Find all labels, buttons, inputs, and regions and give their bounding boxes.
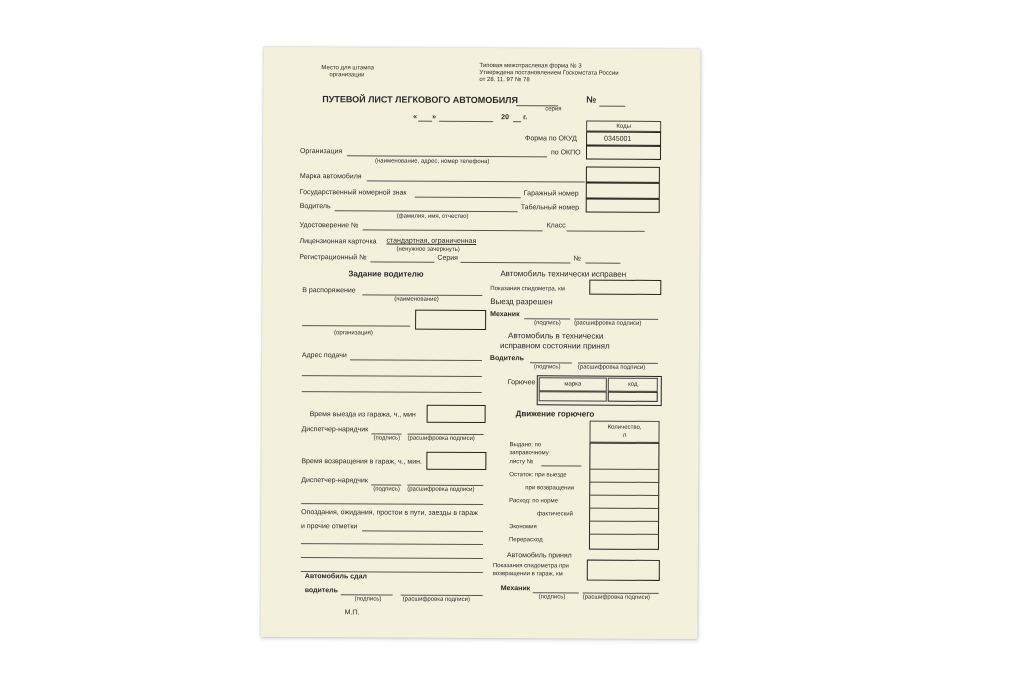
organization-hint: (наименование, адрес, номер телефона) (374, 158, 490, 166)
reg-no-label: Регистрационный № (299, 254, 367, 262)
reg-no-line[interactable] (370, 261, 434, 262)
tab-no-code-box[interactable] (586, 199, 660, 213)
qty-row-divider-1 (589, 469, 659, 470)
dispatcher-label-2: Диспетчер-нарядчик (301, 477, 368, 485)
address-line-1[interactable] (350, 359, 482, 361)
remain-departure-label: Остаток: при выезде (509, 472, 567, 479)
return-time-box[interactable] (426, 452, 486, 470)
approved-label: Утверждена постановлением Госкомстата России (479, 69, 619, 77)
accept-driver-decode-hint: (расшифровка подписи) (577, 364, 646, 371)
organization-label: Организация (299, 148, 343, 156)
dispatcher-sign-hint-1: (подпись) (373, 435, 401, 442)
org-line[interactable] (302, 325, 410, 327)
disposal-name-hint: (наименование) (394, 296, 439, 303)
date-month-line[interactable] (439, 121, 493, 122)
driver-label: Водитель (299, 203, 331, 211)
odometer-label: Показания спидометра, км (490, 286, 565, 293)
disposal-label: В распоряжение (302, 287, 356, 295)
date-year-prefix: 20 (501, 114, 509, 122)
okpo-code-cell[interactable] (586, 146, 661, 160)
handed-sign-hint: (подпись) (354, 596, 382, 603)
issued-label-2: заправочному (509, 450, 549, 457)
reg-number-line[interactable] (585, 263, 620, 264)
handed-driver-sign-line[interactable] (341, 594, 393, 595)
dispatcher-sign-hint-2: (подпись) (373, 486, 400, 493)
car-accepted-line1: Автомобиль в технически (508, 331, 604, 341)
approved-date-label: от 28. 11. 97 № 78 (479, 76, 530, 84)
mechanic2-label: Механик (500, 585, 531, 593)
reg-series-line[interactable] (460, 262, 570, 264)
fuel-quantity-column (589, 443, 660, 550)
reg-series-label: Серия (437, 254, 459, 262)
address-line-3[interactable] (302, 391, 482, 393)
mechanic2-sign-hint: (подпись) (538, 594, 566, 601)
dispatcher-sign-line-2[interactable] (371, 484, 401, 485)
fuel-code-header: код (628, 381, 638, 388)
class-line[interactable] (567, 230, 645, 231)
notes-line-3[interactable] (301, 543, 483, 545)
notes-line-4[interactable] (301, 557, 483, 559)
odo-return-label-2: возвращении в гараж, км (492, 571, 563, 578)
car-brand-label: Марка автомобиля (299, 173, 362, 181)
qty-row-divider-3 (589, 495, 659, 496)
fuel-code-value[interactable] (608, 392, 658, 402)
license-card-label: Лицензионная карточка (299, 238, 377, 246)
quantity-header-cell (589, 421, 659, 443)
qty-row-divider-4 (589, 508, 659, 509)
quantity-header-2: л (622, 432, 627, 439)
usage-norm-label: Расход: по норме (509, 498, 559, 505)
okud-label: Форма по ОКУД (525, 135, 577, 143)
issued-label-3: листу № (509, 459, 534, 466)
departure-time-box[interactable] (427, 405, 486, 423)
accept-driver-sign-hint: (подпись) (533, 364, 561, 371)
qty-row-divider-6 (589, 534, 659, 535)
reg-number-sign: № (573, 255, 581, 263)
stamp-place-label: Место для штампа (321, 65, 374, 72)
number-sign: № (586, 94, 597, 105)
driver-line[interactable] (335, 210, 518, 212)
fuel-brand-cell (539, 377, 607, 391)
mechanic-label: Механик (490, 311, 520, 319)
delays-label: Опоздания, ожидания, простои в пути, заезды в гараж (301, 509, 478, 517)
dispatcher-decode-hint-1: (расшифровка подписи) (407, 435, 475, 442)
issued-sheet-line[interactable] (541, 465, 581, 466)
usage-fact-label: фактический (537, 511, 573, 518)
plate-label: Государственный номерной знак (299, 189, 407, 197)
notes-line-2[interactable] (362, 530, 483, 532)
car-handed-label: Автомобиль сдал (304, 573, 367, 581)
mechanic-decode-hint: (расшифровка подписи) (574, 320, 642, 327)
license-card-value[interactable]: стандартная, ограниченная (386, 237, 477, 245)
codes-header-label: Коды (616, 123, 631, 130)
plate-line[interactable] (415, 197, 521, 199)
address-label: Адрес подачи (301, 352, 347, 360)
fuel-brand-header: марка (564, 381, 582, 388)
tab-no-label: Табельный номер (520, 204, 580, 212)
license-line[interactable] (363, 229, 543, 231)
remain-return-label: при возвращении (525, 485, 575, 492)
date-day-line[interactable] (418, 121, 432, 122)
car-brand-code-box[interactable] (586, 167, 660, 183)
mechanic-sign-line[interactable] (524, 318, 570, 319)
okud-code-cell (586, 132, 661, 146)
date-close-quote: » (432, 113, 437, 121)
fuel-code-cell (608, 378, 658, 392)
organization-line[interactable] (347, 155, 547, 157)
accept-driver-label: Водитель (489, 355, 524, 363)
fuel-table (537, 375, 662, 406)
fuel-movement-title: Движение горючего (515, 409, 595, 419)
qty-row-divider-2 (589, 482, 659, 483)
number-line (599, 106, 625, 107)
series-hint: серия (545, 106, 562, 113)
quantity-header-1: Количество, (607, 424, 642, 431)
license-card-hint: (ненужное зачеркнуть) (396, 246, 460, 253)
car-brand-line[interactable] (367, 180, 585, 182)
dispatcher-decode-hint-2: (расшифровка подписи) (407, 486, 475, 493)
departure-time-label: Время выезда из гаража, ч., мин (309, 411, 416, 419)
handed-decode-hint: (расшифровка подписи) (402, 596, 470, 603)
odo-return-label-1: Показания спидометра при (492, 563, 569, 570)
mechanic-sign-hint: (подпись) (534, 320, 561, 327)
garage-no-label: Гаражный номер (523, 190, 579, 198)
odometer-box[interactable] (589, 280, 661, 295)
date-open-quote: « (413, 113, 418, 121)
car-ok-label: Автомобиль технически исправен (500, 269, 627, 279)
car-accepted-label: Автомобиль принял (506, 552, 572, 560)
mechanic2-decode-hint: (расшифровка подписи) (582, 594, 650, 601)
notes-line-1[interactable] (301, 503, 483, 505)
form-type-label: Типовая межотраслевая форма № 3 (479, 62, 582, 70)
okud-code-value: 0345001 (604, 135, 632, 143)
date-year-line[interactable] (513, 121, 521, 122)
economy-label: Экономия (509, 524, 537, 531)
fuel-brand-value[interactable] (539, 391, 607, 401)
return-time-label: Время возвращения в гараж, ч., мин. (301, 458, 422, 466)
class-label: Класс (546, 222, 566, 230)
dispatcher-sign-line-1[interactable] (372, 433, 402, 434)
stamp-mp: М.П. (344, 609, 360, 617)
page-title: ПУТЕВОЙ ЛИСТ ЛЕГКОВОГО АВТОМОБИЛЯ (322, 94, 519, 106)
other-notes-label: и прочие отметки (301, 523, 358, 531)
waybill-sheet (260, 47, 700, 639)
fuel-label: Горючее (507, 379, 536, 387)
codes-header-cell (586, 121, 661, 132)
org-hint: (организация) (334, 330, 373, 337)
address-line-2[interactable] (302, 375, 482, 377)
date-year-suffix: г. (523, 114, 528, 122)
car-accepted-line2: исправном состоянии принял (499, 341, 610, 351)
odo-return-box[interactable] (587, 560, 660, 581)
qty-row-divider-5 (589, 521, 659, 522)
task-title: Задание водителю (348, 269, 424, 279)
org-code-box[interactable] (415, 310, 486, 330)
garage-no-code-box[interactable] (586, 183, 660, 199)
dispatcher-label-1: Диспетчер-нарядчик (301, 426, 369, 434)
stamp-org-label: организации (329, 72, 365, 79)
driver-hint: (фамилия, имя, отчество) (396, 213, 469, 220)
departure-allowed-label: Выезд разрешен (490, 297, 553, 307)
okpo-label: по ОКПО (550, 149, 581, 157)
accept-driver-sign-line[interactable] (530, 362, 572, 363)
license-label: Удостоверение № (299, 222, 359, 230)
issued-label-1: Выдано: по (509, 442, 542, 449)
overuse-label: Перерасход (508, 537, 543, 544)
handed-driver-label: водитель (304, 587, 338, 595)
